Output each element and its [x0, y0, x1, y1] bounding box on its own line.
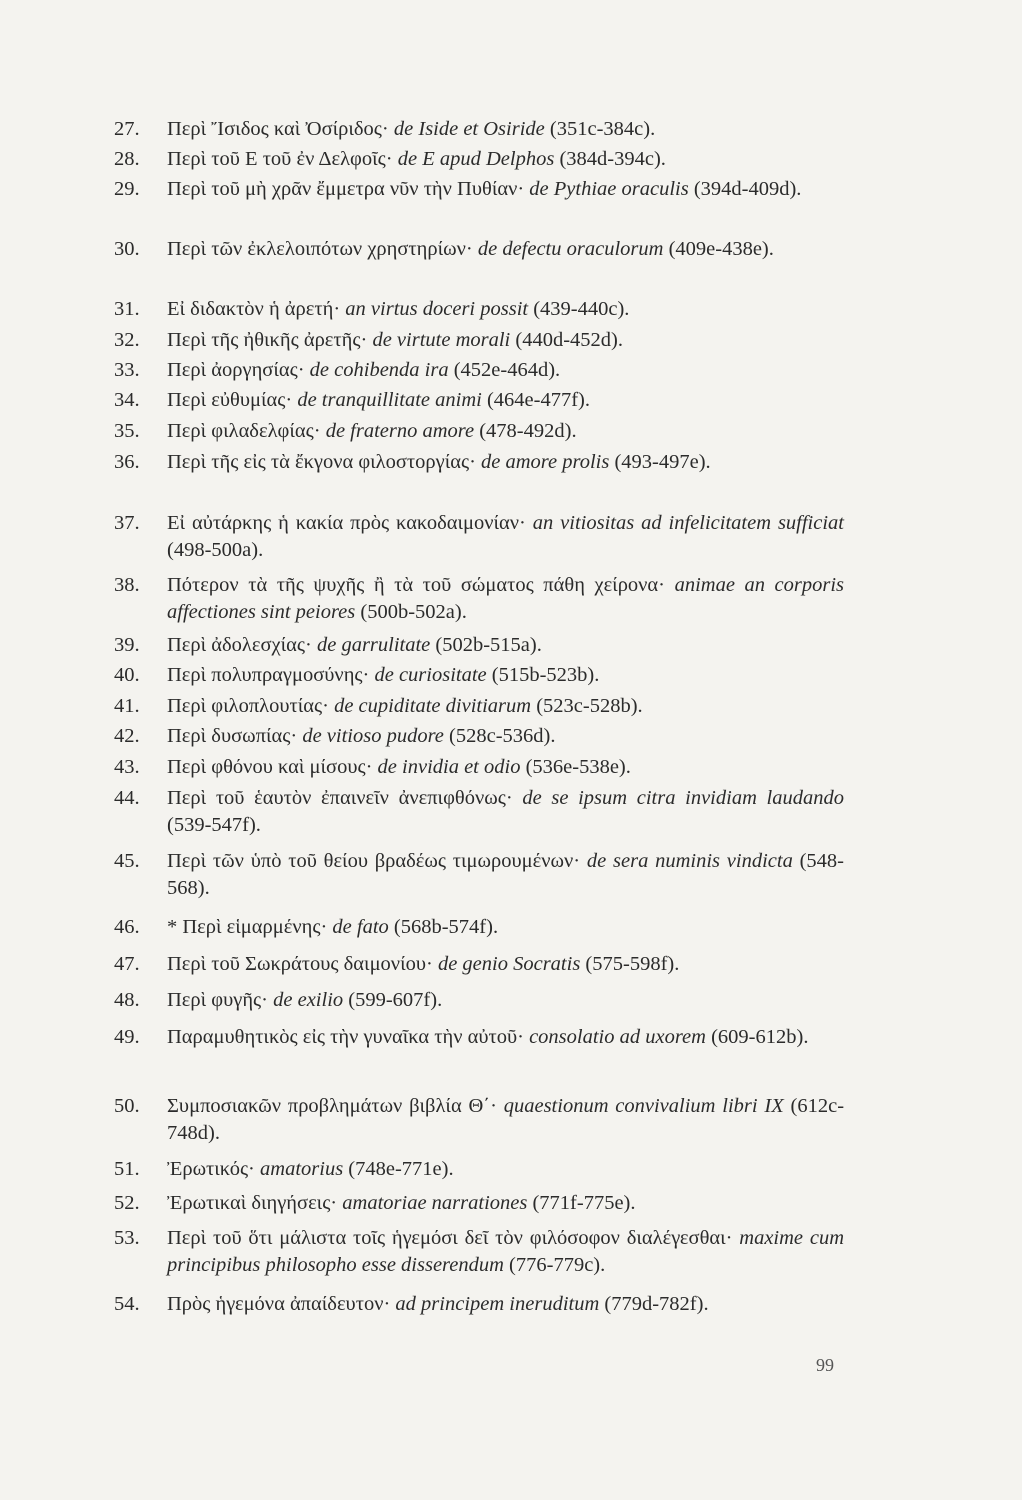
page-number: 99 — [816, 1355, 834, 1375]
greek-title: Περὶ τῶν ὑπὸ τοῦ θείου βραδέως τιμωρουμένων· — [167, 850, 581, 872]
section-reference: (452e-464d). — [453, 359, 561, 381]
entry-number: 44. — [114, 787, 140, 809]
list-item — [114, 1291, 844, 1318]
greek-title: Περὶ φιλοπλουτίας· — [167, 695, 329, 717]
latin-title: quaestionum convivalium libri IX — [503, 1095, 784, 1117]
section-reference: (599-607f). — [348, 989, 443, 1011]
list-item — [114, 176, 844, 203]
latin-title: de Iside et Osiride — [393, 118, 545, 140]
list-item — [114, 785, 844, 839]
list-item — [114, 632, 844, 659]
greek-title: Περὶ δυσωπίας· — [167, 725, 298, 747]
greek-title: Περὶ τῶν ἐκλελοιπότων χρηστηρίων· — [167, 238, 473, 260]
section-reference: (539-547f). — [167, 814, 261, 836]
entry-number: 39. — [114, 634, 140, 656]
greek-title: Περὶ Ἴσιδος καὶ Ὀσίριδος· — [167, 118, 389, 140]
latin-title: de amore prolis — [481, 451, 610, 473]
latin-title: de Pythiae oraculis — [529, 178, 689, 200]
list-item — [114, 357, 844, 384]
greek-title: Περὶ τοῦ ἑαυτὸν ἐπαινεῖν ἀνεπιφθόνως· — [167, 787, 513, 809]
section-reference: (502b-515a). — [435, 634, 542, 656]
latin-title: de E apud Delphos — [397, 148, 555, 170]
section-reference: (409e-438e). — [668, 238, 774, 260]
section-reference: (493-497e). — [614, 451, 711, 473]
section-reference: (523c-528b). — [536, 695, 643, 717]
list-item — [114, 1225, 844, 1279]
list-item — [114, 723, 844, 750]
entry-number: 32. — [114, 329, 140, 351]
entry-number: 41. — [114, 695, 140, 717]
latin-title: de vitioso pudore — [302, 725, 444, 747]
list-item — [114, 662, 844, 689]
greek-title: Περὶ φθόνου καὶ μίσους· — [167, 756, 373, 778]
section-reference: (440d-452d). — [515, 329, 623, 351]
entry-number: 37. — [114, 512, 140, 534]
latin-title: de fato — [332, 916, 389, 938]
entry-number: 30. — [114, 238, 140, 260]
list-item — [114, 951, 844, 978]
section-reference: (748e-771e). — [348, 1158, 454, 1180]
greek-title: Περὶ τοῦ μὴ χρᾶν ἔμμετρα νῦν τὴν Πυθίαν· — [167, 178, 525, 200]
greek-title: Ἐρωτικός· — [167, 1158, 255, 1180]
latin-title: de invidia et odio — [377, 756, 521, 778]
greek-title: Περὶ τῆς εἰς τὰ ἔκγονα φιλοστοργίας· — [167, 451, 476, 473]
greek-title: Συμποσιακῶν προβλημάτων βιβλία Θ΄· — [167, 1095, 497, 1117]
entry-number: 34. — [114, 389, 140, 411]
entry-number: 27. — [114, 118, 140, 140]
latin-title: de garrulitate — [316, 634, 431, 656]
section-reference: (779d-782f). — [604, 1293, 709, 1315]
greek-title: Περὶ τοῦ ὅτι μάλιστα τοῖς ἡγεμόσι δεῖ τὸν φιλόσοφον διαλέγεσθαι· — [167, 1227, 733, 1249]
greek-title: Παραμυθητικὸς εἰς τὴν γυναῖκα τὴν αὐτοῦ· — [167, 1026, 524, 1048]
entry-number: 31. — [114, 298, 140, 320]
entry-number: 45. — [114, 850, 140, 872]
section-reference: (528c-536d). — [449, 725, 556, 747]
list-item — [114, 914, 844, 941]
entry-number: 36. — [114, 451, 140, 473]
list-item — [114, 236, 844, 263]
entry-number: 33. — [114, 359, 140, 381]
latin-title: an vitiositas ad infelicitatem sufficiat — [532, 512, 844, 534]
latin-title: an virtus doceri possit — [345, 298, 529, 320]
latin-title: de cohibenda ira — [309, 359, 449, 381]
entry-number: 47. — [114, 953, 140, 975]
section-reference: (351c-384c). — [549, 118, 656, 140]
list-item — [114, 987, 844, 1014]
list-item — [114, 418, 844, 445]
list-item — [114, 1156, 844, 1183]
section-reference: (498-500a). — [167, 539, 264, 561]
latin-title: animae an corporis affectiones sint peiores — [167, 574, 845, 623]
entry-number: 52. — [114, 1192, 140, 1214]
greek-title: Περὶ ἀδολεσχίας· — [167, 634, 312, 656]
latin-title: amatorius — [260, 1158, 344, 1180]
entry-number: 43. — [114, 756, 140, 778]
entry-number: 54. — [114, 1293, 140, 1315]
greek-title: Περὶ ἀοργησίας· — [167, 359, 305, 381]
list-item — [114, 327, 844, 354]
latin-title: ad principem ineruditum — [395, 1293, 600, 1315]
entry-number: 51. — [114, 1158, 140, 1180]
greek-title: Ἐρωτικαὶ διηγήσεις· — [167, 1192, 338, 1214]
entry-number: 35. — [114, 420, 140, 442]
entry-number: 29. — [114, 178, 140, 200]
greek-title: Πότερον τὰ τῆς ψυχῆς ἢ τὰ τοῦ σώματος πάθη χείρονα· — [167, 574, 666, 596]
section-reference: (394d-409d). — [693, 178, 802, 200]
latin-title: de defectu oraculorum — [477, 238, 664, 260]
greek-title: Περὶ πολυπραγμοσύνης· — [167, 664, 370, 686]
list-item — [114, 510, 844, 564]
list-item — [114, 387, 844, 414]
entry-number: 50. — [114, 1095, 140, 1117]
latin-title: de exilio — [273, 989, 344, 1011]
section-reference: (384d-394c). — [559, 148, 666, 170]
section-reference: (771f-775e). — [532, 1192, 636, 1214]
section-reference: (776-779c). — [509, 1254, 606, 1276]
section-reference: (439-440c). — [533, 298, 630, 320]
entry-number: 28. — [114, 148, 140, 170]
entry-number: 38. — [114, 574, 140, 596]
latin-title: amatoriae narrationes — [342, 1192, 528, 1214]
latin-title: de virtute morali — [372, 329, 511, 351]
list-item — [114, 754, 844, 781]
latin-title: de sera numinis vindicta — [586, 850, 793, 872]
list-item — [114, 1190, 844, 1217]
list-item — [114, 1024, 844, 1051]
entry-number: 40. — [114, 664, 140, 686]
entry-number: 49. — [114, 1026, 140, 1048]
greek-title: Περὶ τῆς ἠθικῆς ἀρετῆς· — [167, 329, 368, 351]
section-reference: (609-612b). — [711, 1026, 809, 1048]
greek-title: Περὶ φιλαδελφίας· — [167, 420, 321, 442]
entry-number: 53. — [114, 1227, 140, 1249]
greek-title: Περὶ εὐθυμίας· — [167, 389, 293, 411]
entry-number: 42. — [114, 725, 140, 747]
greek-title: * Περὶ εἱμαρμένης· — [167, 916, 328, 938]
list-item — [114, 848, 844, 902]
section-reference: (464e-477f). — [486, 389, 590, 411]
section-reference: (548-568). — [167, 850, 845, 899]
greek-title: Περὶ φυγῆς· — [167, 989, 268, 1011]
section-reference: (536e-538e). — [525, 756, 631, 778]
section-reference: (568b-574f). — [393, 916, 499, 938]
latin-title: de fraterno amore — [325, 420, 475, 442]
greek-title: Εἰ αὐτάρκης ἡ κακία πρὸς κακοδαιμονίαν· — [167, 512, 526, 534]
entry-number: 48. — [114, 989, 140, 1011]
greek-title: Πρὸς ἡγεμόνα ἀπαίδευτον· — [167, 1293, 391, 1315]
latin-title: consolatio ad uxorem — [529, 1026, 706, 1048]
list-item — [114, 572, 844, 626]
latin-title: de genio Socratis — [437, 953, 581, 975]
section-reference: (478-492d). — [479, 420, 577, 442]
list-item — [114, 1093, 844, 1147]
latin-title: maxime cum principibus philosopho esse disserendum — [167, 1227, 844, 1276]
latin-title: de curiositate — [374, 664, 487, 686]
entry-number: 46. — [114, 916, 140, 938]
greek-title: Εἰ διδακτὸν ἡ ἀρετή· — [167, 298, 341, 320]
section-reference: (575-598f). — [585, 953, 680, 975]
section-reference: (612c-748d). — [167, 1095, 845, 1144]
latin-title: de se ipsum citra invidiam laudando — [522, 787, 844, 809]
latin-title: de tranquillitate animi — [297, 389, 482, 411]
greek-title: Περὶ τοῦ Σωκράτους δαιμονίου· — [167, 953, 433, 975]
latin-title: de cupiditate divitiarum — [334, 695, 532, 717]
list-item — [114, 116, 844, 143]
list-item — [114, 693, 844, 720]
greek-title: Περὶ τοῦ Ε τοῦ ἐν Δελφοῖς· — [167, 148, 393, 170]
list-item — [114, 449, 844, 476]
list-item — [114, 296, 844, 323]
section-reference: (500b-502a). — [360, 601, 467, 623]
list-item — [114, 146, 844, 173]
section-reference: (515b-523b). — [491, 664, 600, 686]
